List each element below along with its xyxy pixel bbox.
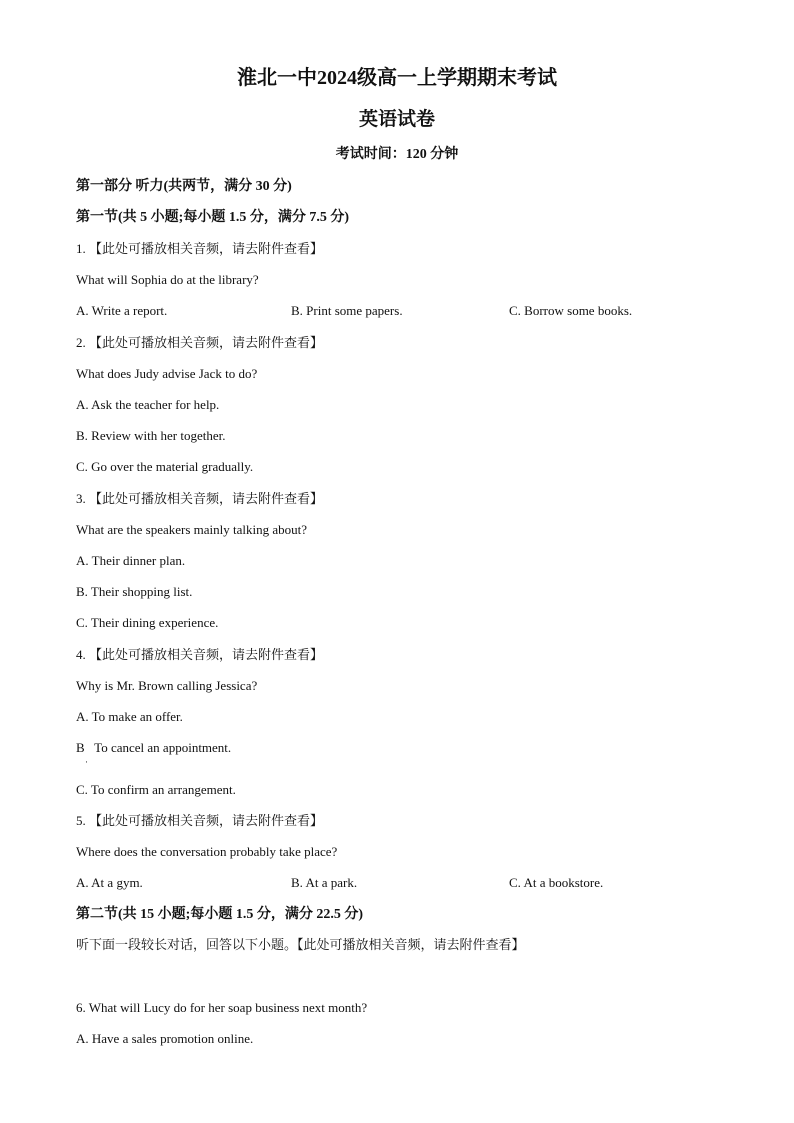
section2-instruction: 听下面一段较长对话，回答以下小题。【此处可播放相关音频，请去附件查看】 (76, 938, 525, 953)
question-5-option-b: B. At a park. (291, 875, 358, 890)
question-2-stem: What does Judy advise Jack to do? (76, 366, 258, 381)
exam-time: 考试时间：120 分钟 (335, 147, 459, 162)
question-number: 4. (76, 647, 86, 662)
part1-heading: 第一部分 听力(共两节，满分 30 分) (76, 179, 292, 194)
stray-dot-mark: · (85, 757, 88, 767)
question-4-option-c: C. To confirm an arrangement. (76, 782, 236, 797)
question-3-header (76, 491, 323, 508)
question-number: 2. (76, 335, 86, 350)
question-3-stem: What are the speakers mainly talking about? (76, 522, 308, 537)
question-number: 1. (76, 241, 86, 256)
question-1-option-c: C. Borrow some books. (509, 303, 633, 318)
audio-note: 【此处可播放相关音频，请去附件查看】 (89, 814, 324, 829)
question-5-stem: Where does the conversation probably take place? (76, 844, 338, 859)
section1-heading: 第一节(共 5 小题;每小题 1.5 分，满分 7.5 分) (76, 210, 349, 225)
question-5-option-a: A. At a gym. (76, 875, 143, 890)
question-5-option-c: C. At a bookstore. (509, 875, 604, 890)
question-4-header (76, 647, 323, 664)
question-3-option-b: B. Their shopping list. (76, 584, 193, 599)
audio-note: 【此处可播放相关音频，请去附件查看】 (89, 336, 324, 351)
question-2-option-c: C. Go over the material gradually. (76, 459, 254, 474)
question-1-option-b: B. Print some papers. (291, 303, 403, 318)
question-1-option-a: A. Write a report. (76, 303, 168, 318)
audio-note: 【此处可播放相关音频，请去附件查看】 (89, 648, 324, 663)
question-4-option-a: A. To make an offer. (76, 709, 183, 724)
question-number: 5. (76, 813, 86, 828)
audio-note: 【此处可播放相关音频，请去附件查看】 (89, 242, 324, 257)
exam-title: 淮北一中2024级高一上学期期末考试 (237, 67, 557, 89)
question-number: 3. (76, 491, 86, 506)
question-5-header (76, 813, 323, 830)
section2-heading: 第二节(共 15 小题;每小题 1.5 分，满分 22.5 分) (76, 907, 363, 922)
audio-note: 【此处可播放相关音频，请去附件查看】 (89, 492, 324, 507)
question-2-option-a: A. Ask the teacher for help. (76, 397, 220, 412)
question-1-stem: What will Sophia do at the library? (76, 272, 259, 287)
question-6-option-a: A. Have a sales promotion online. (76, 1031, 254, 1046)
question-3-option-c: C. Their dining experience. (76, 615, 219, 630)
question-4-stem: Why is Mr. Brown calling Jessica? (76, 678, 258, 693)
question-2-header (76, 335, 323, 352)
exam-subtitle: 英语试卷 (358, 109, 435, 130)
question-6-stem: 6. What will Lucy do for her soap business next month? (76, 1000, 368, 1015)
question-1-header (76, 241, 323, 258)
question-4-option-b: B To cancel an appointment. (76, 740, 232, 755)
question-3-option-a: A. Their dinner plan. (76, 553, 186, 568)
question-2-option-b: B. Review with her together. (76, 428, 226, 443)
